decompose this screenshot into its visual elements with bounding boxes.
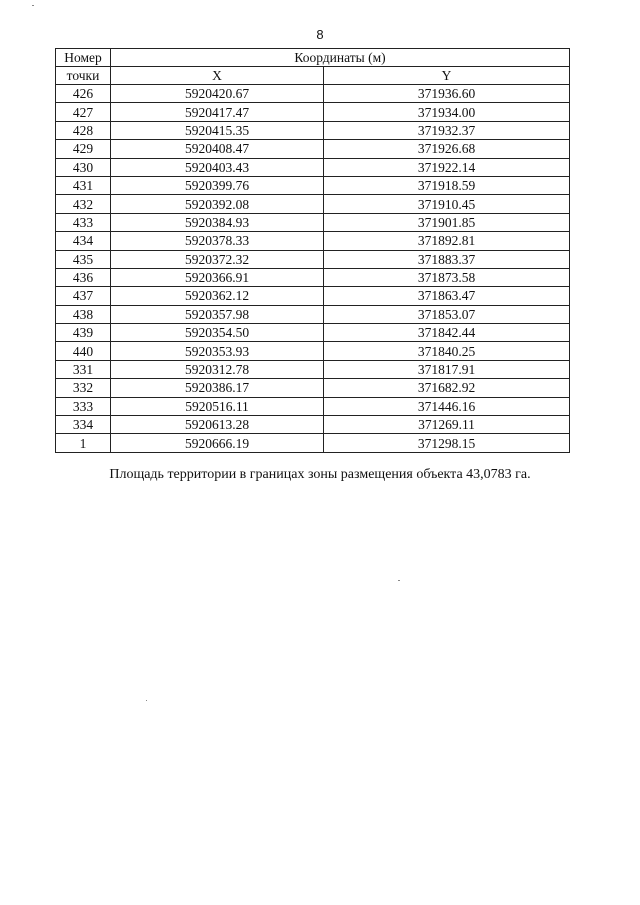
y-coordinate-cell: 371901.85 — [324, 213, 570, 231]
y-coordinate-cell: 371883.37 — [324, 250, 570, 268]
y-coordinate-cell: 371926.68 — [324, 140, 570, 158]
point-number-cell: 431 — [56, 176, 111, 194]
point-number-cell: 433 — [56, 213, 111, 231]
x-coordinate-cell: 5920354.50 — [111, 324, 324, 342]
table-row — [56, 195, 570, 213]
table-row — [56, 176, 570, 194]
table-row — [56, 324, 570, 342]
point-number-cell: 430 — [56, 158, 111, 176]
x-coordinate-cell: 5920417.47 — [111, 103, 324, 121]
point-number-cell: 1 — [56, 434, 111, 452]
table-row — [56, 342, 570, 360]
point-number-cell: 426 — [56, 85, 111, 103]
x-coordinate-cell: 5920378.33 — [111, 232, 324, 250]
point-number-cell: 428 — [56, 121, 111, 139]
y-coordinate-cell: 371918.59 — [324, 176, 570, 194]
x-coordinate-cell: 5920353.93 — [111, 342, 324, 360]
scan-speck — [32, 5, 34, 6]
y-coordinate-cell: 371682.92 — [324, 379, 570, 397]
y-coordinate-cell: 371873.58 — [324, 268, 570, 286]
x-coordinate-cell: 5920408.47 — [111, 140, 324, 158]
table-row — [56, 379, 570, 397]
table-row — [56, 397, 570, 415]
x-coordinate-cell: 5920415.35 — [111, 121, 324, 139]
point-number-cell: 438 — [56, 305, 111, 323]
table-row — [56, 158, 570, 176]
x-coordinate-cell: 5920384.93 — [111, 213, 324, 231]
page-number: 8 — [316, 27, 324, 42]
scan-speck — [146, 700, 147, 701]
x-coordinate-cell: 5920666.19 — [111, 434, 324, 452]
x-coordinate-cell: 5920613.28 — [111, 416, 324, 434]
point-number-cell: 435 — [56, 250, 111, 268]
x-coordinate-cell: 5920403.43 — [111, 158, 324, 176]
point-number-cell: 432 — [56, 195, 111, 213]
y-coordinate-cell: 371853.07 — [324, 305, 570, 323]
y-coordinate-cell: 371446.16 — [324, 397, 570, 415]
y-coordinate-cell: 371840.25 — [324, 342, 570, 360]
x-coordinate-cell: 5920312.78 — [111, 360, 324, 378]
table-row — [56, 250, 570, 268]
scan-speck — [398, 580, 400, 581]
point-number-cell: 332 — [56, 379, 111, 397]
point-number-cell: 331 — [56, 360, 111, 378]
y-coordinate-cell: 371892.81 — [324, 232, 570, 250]
x-coordinate-cell: 5920366.91 — [111, 268, 324, 286]
table-row — [56, 85, 570, 103]
x-coordinate-cell: 5920420.67 — [111, 85, 324, 103]
point-number-cell: 440 — [56, 342, 111, 360]
x-coordinate-cell: 5920516.11 — [111, 397, 324, 415]
x-coordinate-cell: 5920399.76 — [111, 176, 324, 194]
point-number-header-line2: точки — [56, 67, 111, 85]
x-coordinate-cell: 5920357.98 — [111, 305, 324, 323]
point-number-cell: 427 — [56, 103, 111, 121]
y-column-header: Y — [324, 67, 570, 85]
y-coordinate-cell: 371269.11 — [324, 416, 570, 434]
point-number-cell: 437 — [56, 287, 111, 305]
point-number-cell: 334 — [56, 416, 111, 434]
y-coordinate-cell: 371934.00 — [324, 103, 570, 121]
point-number-cell: 429 — [56, 140, 111, 158]
table-row — [56, 232, 570, 250]
table-row — [56, 268, 570, 286]
table-body — [56, 85, 570, 453]
table-row — [56, 360, 570, 378]
point-number-header: Номер — [56, 49, 111, 67]
x-coordinate-cell: 5920386.17 — [111, 379, 324, 397]
y-coordinate-cell: 371842.44 — [324, 324, 570, 342]
table-row — [56, 305, 570, 323]
table-row — [56, 416, 570, 434]
x-column-header: X — [111, 67, 324, 85]
table-row — [56, 121, 570, 139]
y-coordinate-cell: 371922.14 — [324, 158, 570, 176]
y-coordinate-cell: 371817.91 — [324, 360, 570, 378]
y-coordinate-cell: 371936.60 — [324, 85, 570, 103]
point-number-cell: 333 — [56, 397, 111, 415]
y-coordinate-cell: 371298.15 — [324, 434, 570, 452]
table-row — [56, 140, 570, 158]
x-coordinate-cell: 5920362.12 — [111, 287, 324, 305]
x-coordinate-cell: 5920372.32 — [111, 250, 324, 268]
y-coordinate-cell: 371932.37 — [324, 121, 570, 139]
area-statement: Площадь территории в границах зоны размещения объекта 43,0783 га. — [109, 467, 531, 482]
x-coordinate-cell: 5920392.08 — [111, 195, 324, 213]
y-coordinate-cell: 371863.47 — [324, 287, 570, 305]
point-number-cell: 436 — [56, 268, 111, 286]
table-row — [56, 434, 570, 452]
coordinates-header: Координаты (м) — [111, 49, 570, 67]
point-number-cell: 434 — [56, 232, 111, 250]
table-row — [56, 213, 570, 231]
point-number-cell: 439 — [56, 324, 111, 342]
table-row — [56, 287, 570, 305]
coordinates-table — [55, 48, 570, 453]
table-row — [56, 103, 570, 121]
y-coordinate-cell: 371910.45 — [324, 195, 570, 213]
